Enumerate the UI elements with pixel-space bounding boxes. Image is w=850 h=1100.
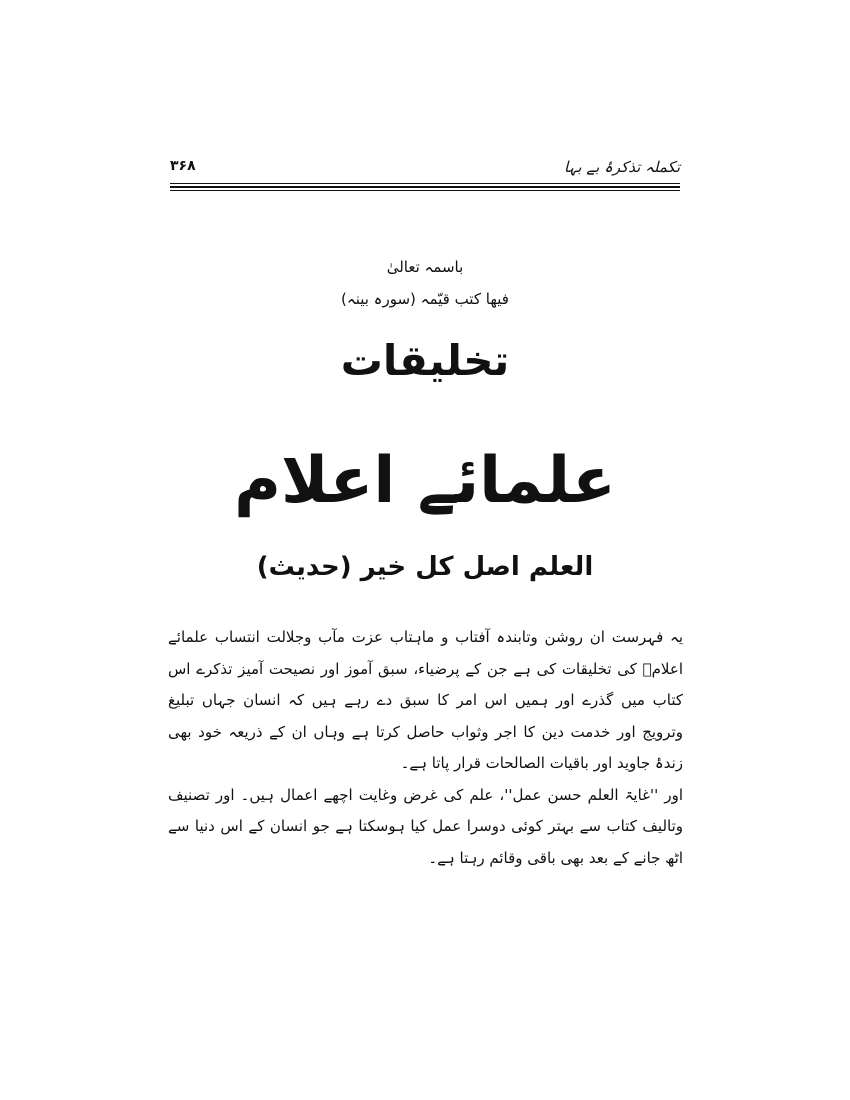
header-rule-bottom (170, 190, 680, 191)
running-book-title: تکملہ تذکرۂ بے بہا (564, 158, 680, 176)
section-title: تخلیقات (340, 336, 510, 385)
page-number: ۳۶۸ (170, 158, 196, 174)
page-header (170, 158, 680, 184)
quran-verse-line: فیھا کتب قیّمہ (سورہ بینہ) (341, 290, 509, 308)
hadith-subtitle: العلم اصل کل خیر (حدیث) (256, 552, 594, 582)
body-paragraph-2: اور ''غایۃ العلم حسن عمل''، علم کی غرض وغایت اچھے اعمال ہیں۔ اور تصنیف وتالیف کتاب سے بہتر کوئی دوسرا عمل کیا ہوسکتا ہے جو انسان کے اس دنیا سے اٹھ جانے کے بعد بھی باقی وقائم رہتا ہے۔ (168, 785, 683, 867)
bismillah-line: باسمہ تعالیٰ (386, 258, 464, 276)
body-text (168, 622, 683, 874)
header-rule-middle (170, 186, 680, 188)
body-paragraph-1: یہ فہرست ان روشن وتابندہ آفتاب و ماہتاب عزت مآب وجلالت انتساب علمائے اعلامؒ کی تخلیقات کی ہے جن کے پرضیاء، سبق آموز اور نصیحت آمیز تذکرے اس کتاب میں گذرے اور ہمیں اس امر کا سبق دے رہے ہیں کہ انسان جہاں تبلیغ وترویج اور خدمت دین کا اجر وثواب حاصل کرتا ہے وہاں ان کے ذریعہ خود بھی زندۂ جاوید اور باقیات الصالحات قرار پاتا ہے۔ (168, 628, 683, 772)
main-title: علمائے اعلام (234, 444, 616, 518)
header-rule-top (170, 183, 680, 184)
